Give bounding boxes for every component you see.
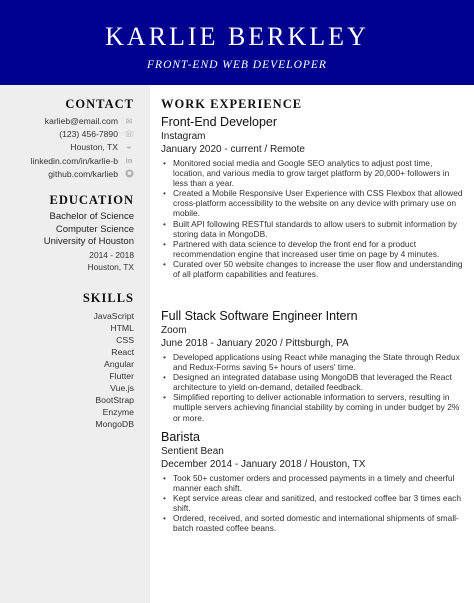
contact-linkedin <box>0 154 134 167</box>
degree-line-1: Bachelor of Science <box>49 211 134 222</box>
contact-github <box>0 168 134 181</box>
job-bullet: • Created a Mobile Responsive User Experience with CSS Flexbox that allowed cross-platform accessibility to the website on any device with primary use on mobile. <box>161 188 464 218</box>
degree-line-2: Computer Science <box>55 223 134 235</box>
skill-item: Vue.js <box>110 383 134 393</box>
location-pin-icon: ⌖ <box>126 142 132 153</box>
job-company: Instagram <box>161 131 206 142</box>
contact-heading: CONTACT <box>65 97 134 111</box>
job-bullet: • Kept service areas clear and sanitized, and restocked coffee bar 3 times each shift. <box>161 493 464 513</box>
contact-email-text: karlieb@email.com <box>44 115 118 126</box>
linkedin-icon: in <box>125 155 133 165</box>
contact-linkedin-text: linkedin.com/in/karlie-b <box>30 155 118 166</box>
job-bullet: • Designed an integrated database using MongoDB that leveraged the React architecture to yield on-demand, detailed feedback. <box>161 372 464 392</box>
contact-email <box>0 114 134 127</box>
job-title: Front-End Developer <box>161 115 278 129</box>
education-entry <box>0 211 134 274</box>
contact-phone-text: (123) 456-7890 <box>59 129 118 140</box>
email-icon: ✉ <box>125 115 133 126</box>
candidate-name: KARLIE BERKLEY <box>105 22 369 51</box>
job-bullet: • Partnered with data science to develop the front end for a product recommendation engine that increased user time on page by 4 minutes. <box>161 239 464 259</box>
job-bullets <box>161 473 464 534</box>
skill-item: CSS <box>116 335 134 345</box>
job-bullet: • Monitored social media and Google SEO analytics to adjust post time, location, and various media to grow target platform by 20,000+ followers in less than a year. <box>161 158 464 188</box>
job-title: Full Stack Software Engineer Intern <box>161 309 358 323</box>
job-bullet: • Ordered, received, and sorted domestic and international shipments of small-batch roasted coffee beans. <box>161 513 464 533</box>
contact-phone <box>0 127 134 140</box>
skill-item: JavaScript <box>93 311 134 321</box>
resume-header <box>0 0 474 85</box>
job-bullet: • Curated over 50 website changes to increase the user flow and understanding of all platform capabilities and features. <box>161 259 464 279</box>
sidebar <box>0 85 150 603</box>
skills-heading: SKILLS <box>82 291 134 305</box>
job-dates-location: June 2018 - January 2020 / Pittsburgh, PA <box>161 338 349 349</box>
github-icon <box>124 169 134 180</box>
skill-item: React <box>111 347 134 357</box>
skill-item: Flutter <box>109 371 134 381</box>
skill-item: BootStrap <box>95 395 134 405</box>
job-entry <box>161 430 464 534</box>
job-bullet: • Took 50+ customer orders and processed payments in a timely and cheerful manner each shift. <box>161 473 464 493</box>
job-title: Barista <box>161 430 200 444</box>
contact-location <box>0 141 134 154</box>
contact-list <box>0 114 134 181</box>
job-bullet: • Simplified reporting to deliver actionable information to servers, resulting in multiple servers achieving financial stability by coming in under budget by 2% or more. <box>161 392 464 422</box>
skill-item: HTML <box>110 323 134 333</box>
education-heading: EDUCATION <box>49 193 134 207</box>
job-bullets <box>161 352 464 423</box>
job-entry <box>161 309 464 423</box>
school-name: University of Houston <box>43 236 134 248</box>
job-company: Sentient Bean <box>161 446 224 457</box>
job-entry <box>161 115 464 279</box>
job-bullet: • Developed applications using React while managing the State through Redux and Redux-Forms saving 5+ hours of users' time. <box>161 352 464 372</box>
job-bullet: • Built API following RESTful standards to allow users to submit information by storing data in MongoDB. <box>161 219 464 239</box>
job-company: Zoom <box>161 325 187 336</box>
skill-item: Angular <box>104 359 134 369</box>
work-experience-heading: WORK EXPERIENCE <box>161 97 303 111</box>
job-title-subtitle: FRONT-END WEB DEVELOPER <box>147 59 327 71</box>
contact-github-text: github.com/karlieb <box>48 169 118 180</box>
job-bullets <box>161 158 464 279</box>
education-years: 2014 - 2018 <box>89 249 134 260</box>
job-dates-location: December 2014 - January 2018 / Houston, TX <box>161 459 366 470</box>
education-location: Houston, TX <box>87 262 134 273</box>
skill-item: Enzyme <box>102 407 134 417</box>
contact-location-text: Houston, TX <box>70 142 118 153</box>
skills-list <box>0 310 134 430</box>
main-content <box>161 85 464 603</box>
skill-item: MongoDB <box>95 419 134 429</box>
job-dates-location: January 2020 - current / Remote <box>161 144 305 155</box>
phone-icon: ☏ <box>124 129 135 140</box>
